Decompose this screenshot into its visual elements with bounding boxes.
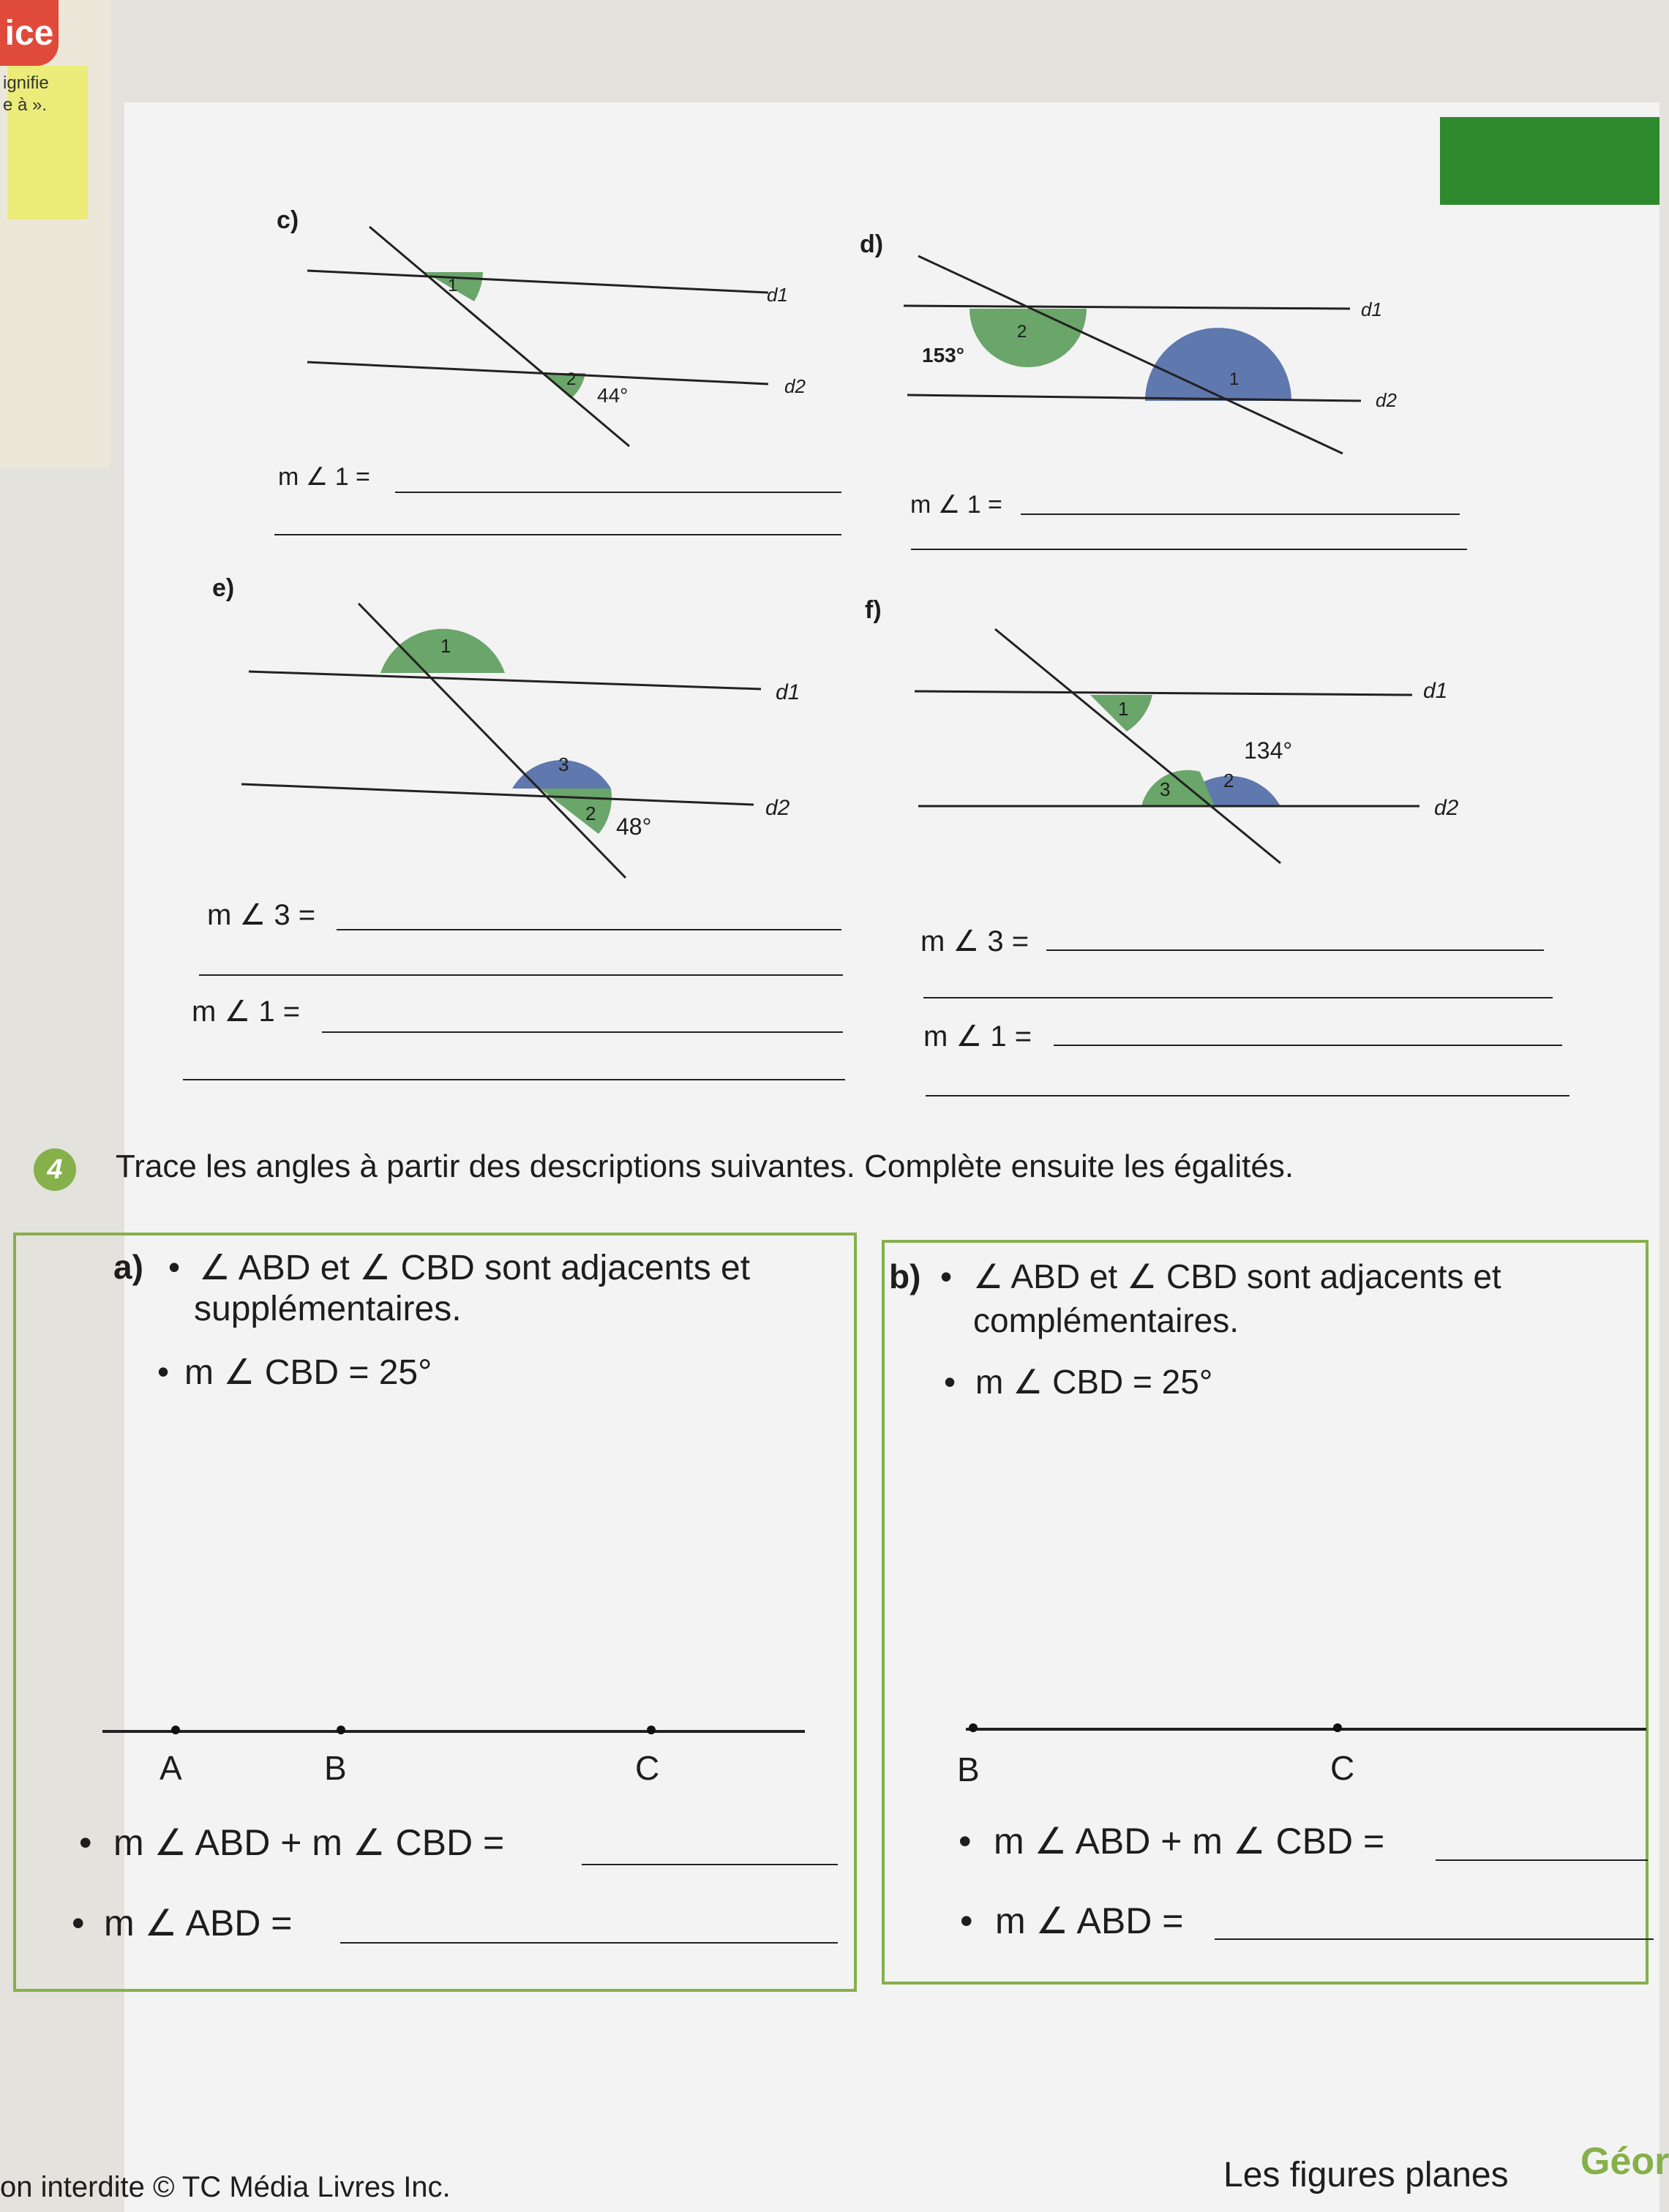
answer-c-extra-field[interactable]: [274, 534, 841, 535]
diagram-d: [904, 241, 1401, 468]
box-a-eq2-field[interactable]: [340, 1942, 838, 1944]
diagram-e-mark-3: 3: [558, 753, 569, 775]
previous-page-text-2: e à ».: [3, 95, 48, 115]
box-a-point-b[interactable]: [337, 1726, 345, 1734]
diagram-d-d1-label: d1: [1361, 298, 1382, 320]
diagram-e-transversal: [359, 603, 626, 878]
footer-chapter: Les figures planes: [1223, 2156, 1509, 2194]
box-b-bullet1-dot: •: [940, 1257, 953, 1295]
diagram-c-d1-label: d1: [767, 284, 788, 306]
diagram-c-line-d1: [307, 271, 768, 293]
exercise-instruction: Trace les angles à partir des descriptions suivantes. Complète ensuite les égalités.: [116, 1148, 1294, 1184]
box-b-eq1: m ∠ ABD + m ∠ CBD =: [994, 1821, 1385, 1862]
diagram-e-d2-label: d2: [765, 796, 790, 820]
answer-d-angle1-label: m ∠ 1 =: [910, 491, 1002, 519]
box-b-bullet2: m ∠ CBD = 25°: [975, 1363, 1213, 1401]
diagram-f-mark-3: 3: [1160, 778, 1171, 800]
box-a-eq1: m ∠ ABD + m ∠ CBD =: [113, 1822, 505, 1863]
diagram-c-mark-2: 2: [566, 369, 577, 389]
footer-copyright: on interdite © TC Média Livres Inc.: [0, 2171, 451, 2203]
diagram-e-line-d2: [241, 784, 754, 805]
answer-e-extra-field-2[interactable]: [183, 1079, 845, 1080]
exercise-box-b: [882, 1240, 1649, 1985]
box-b-bullet2-dot: •: [944, 1363, 956, 1401]
diagram-c: [307, 219, 820, 461]
answer-e-angle1-label: m ∠ 1 =: [192, 996, 301, 1028]
diagram-e-line-d1: [249, 672, 761, 689]
diagram-f-mark-1: 1: [1118, 698, 1129, 720]
diagram-e: [241, 592, 798, 885]
exercise-box-a: [13, 1233, 857, 1992]
box-b-baseline[interactable]: [966, 1728, 1646, 1731]
diagram-d-given-angle: 153°: [922, 344, 964, 366]
box-b-label: b): [889, 1257, 921, 1295]
box-b-eq2-field[interactable]: [1215, 1938, 1654, 1940]
answer-e-angle1-field[interactable]: [322, 1031, 843, 1033]
diagram-d-angle-1: [1145, 328, 1291, 401]
diagram-f-given-angle: 134°: [1244, 737, 1293, 764]
previous-page-text-1: ignifie: [3, 73, 49, 93]
answer-d-angle1-field[interactable]: [1021, 514, 1460, 515]
chapter-tab: [1440, 117, 1659, 205]
box-a-bullet2: m ∠ CBD = 25°: [184, 1353, 432, 1392]
previous-page-edge: [0, 0, 110, 468]
box-a-eq2: m ∠ ABD =: [104, 1903, 293, 1944]
diagram-f-d1-label: d1: [1423, 679, 1448, 703]
footer-section: Géor: [1580, 2140, 1669, 2183]
exercise-number-badge: 4: [34, 1148, 76, 1191]
diagram-e-label: e): [212, 574, 235, 602]
diagram-d-label: d): [860, 230, 884, 258]
box-b-bullet1-line2: complémentaires.: [973, 1301, 1239, 1339]
box-a-label: a): [113, 1248, 143, 1286]
answer-f-angle1-label: m ∠ 1 =: [923, 1020, 1032, 1053]
diagram-d-line-d1: [904, 306, 1350, 309]
box-a-label-a: A: [160, 1749, 182, 1787]
diagram-e-mark-2: 2: [585, 802, 596, 824]
answer-d-extra-field[interactable]: [911, 549, 1467, 550]
box-a-label-b: B: [324, 1749, 347, 1787]
diagram-d-mark-1: 1: [1229, 369, 1239, 389]
answer-e-angle3-label: m ∠ 3 =: [207, 899, 316, 931]
diagram-c-d2-label: d2: [784, 375, 806, 397]
answer-f-extra-field-2[interactable]: [926, 1095, 1569, 1096]
diagram-d-transversal: [918, 256, 1343, 454]
box-a-point-a[interactable]: [171, 1726, 180, 1734]
diagram-f-transversal: [995, 629, 1280, 863]
box-b-eq1-field[interactable]: [1436, 1859, 1648, 1861]
diagram-f-mark-2: 2: [1223, 770, 1234, 791]
box-b-eq2: m ∠ ABD =: [995, 1900, 1184, 1941]
box-b-label-b: B: [957, 1750, 980, 1788]
box-a-eq1-field[interactable]: [582, 1864, 838, 1865]
diagram-d-angle-2: [969, 309, 1087, 367]
answer-c-angle1-label: m ∠ 1 =: [278, 463, 370, 491]
diagram-c-given-angle: 44°: [597, 384, 629, 407]
diagram-d-mark-2: 2: [1017, 322, 1027, 342]
answer-f-extra-field-1[interactable]: [923, 997, 1553, 998]
diagram-c-line-d2: [307, 362, 768, 384]
box-a-eq1-dot: •: [79, 1822, 92, 1863]
box-b-point-c[interactable]: [1333, 1723, 1342, 1732]
answer-f-angle3-label: m ∠ 3 =: [920, 925, 1029, 958]
box-a-bullet1-line2: supplémentaires.: [194, 1290, 462, 1328]
box-b-label-c: C: [1330, 1749, 1355, 1787]
diagram-d-d2-label: d2: [1376, 389, 1397, 411]
box-a-bullet1-dot: •: [168, 1248, 181, 1286]
diagram-c-mark-1: 1: [448, 276, 458, 296]
box-a-label-c: C: [635, 1749, 660, 1787]
answer-f-angle3-field[interactable]: [1046, 949, 1544, 951]
box-b-eq2-dot: •: [960, 1900, 973, 1941]
answer-e-extra-field-1[interactable]: [199, 974, 843, 976]
diagram-f-line-d1: [915, 691, 1412, 695]
box-a-eq2-dot: •: [72, 1903, 85, 1944]
diagram-f: [915, 614, 1441, 870]
box-b-point-b[interactable]: [969, 1723, 978, 1732]
box-b-bullet1-line1: ∠ ABD et ∠ CBD sont adjacents et: [973, 1257, 1501, 1295]
diagram-e-mark-1: 1: [440, 635, 451, 657]
diagram-e-given-angle: 48°: [616, 813, 652, 840]
box-a-point-c[interactable]: [647, 1726, 656, 1734]
diagram-f-label: f): [865, 596, 882, 624]
answer-e-angle3-field[interactable]: [337, 929, 841, 930]
box-a-bullet1-line1: ∠ ABD et ∠ CBD sont adjacents et: [199, 1249, 751, 1287]
box-a-baseline[interactable]: [102, 1730, 805, 1733]
diagram-c-transversal: [370, 227, 629, 446]
box-b-eq1-dot: •: [959, 1821, 972, 1862]
answer-c-angle1-field[interactable]: [395, 492, 841, 493]
answer-f-angle1-field[interactable]: [1054, 1045, 1562, 1046]
diagram-c-label: c): [277, 206, 299, 234]
diagram-e-d1-label: d1: [776, 680, 800, 704]
diagram-d-line-d2: [907, 395, 1361, 401]
box-a-bullet2-dot: •: [157, 1353, 170, 1391]
previous-page-tab: ice: [0, 0, 59, 66]
diagram-f-d2-label: d2: [1434, 796, 1459, 820]
